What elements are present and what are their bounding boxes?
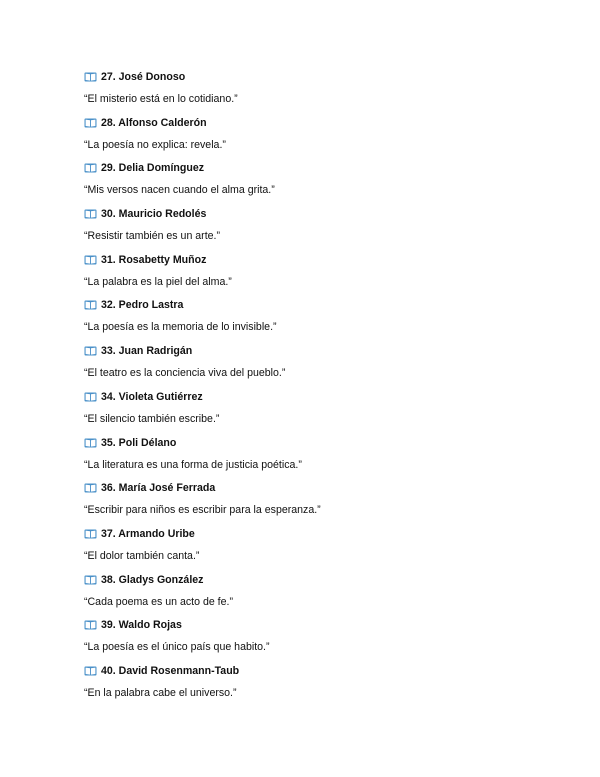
entry-title bbox=[84, 68, 185, 86]
entry-title bbox=[84, 342, 192, 360]
entry bbox=[84, 434, 564, 480]
entry bbox=[84, 571, 564, 617]
author-name: 40. David Rosenmann-Taub bbox=[101, 664, 240, 677]
entry bbox=[84, 662, 564, 708]
author-name: 35. Poli Délano bbox=[101, 436, 177, 449]
entry-title bbox=[84, 616, 182, 634]
entry bbox=[84, 205, 564, 251]
open-book-icon bbox=[84, 575, 97, 585]
author-name: 34. Violeta Gutiérrez bbox=[101, 390, 203, 403]
entry bbox=[84, 479, 564, 525]
entry bbox=[84, 296, 564, 342]
entry bbox=[84, 114, 564, 160]
open-book-icon bbox=[84, 163, 97, 173]
quote-text: “El teatro es la conciencia viva del pueblo.” bbox=[84, 367, 286, 380]
entry-title bbox=[84, 296, 183, 314]
open-book-icon bbox=[84, 72, 97, 82]
open-book-icon bbox=[84, 300, 97, 310]
author-name: 30. Mauricio Redolés bbox=[101, 208, 207, 221]
entry-title bbox=[84, 525, 195, 543]
open-book-icon bbox=[84, 255, 97, 265]
entry-title bbox=[84, 205, 206, 223]
open-book-icon bbox=[84, 392, 97, 402]
entry bbox=[84, 159, 564, 205]
open-book-icon bbox=[84, 209, 97, 219]
author-name: 27. José Donoso bbox=[101, 71, 186, 83]
quote-text: “La poesía no explica: revela.” bbox=[84, 138, 226, 151]
quote-text: “El misterio está en lo cotidiano.” bbox=[84, 93, 238, 105]
quote-text: “Escribir para niños es escribir para la esperanza.” bbox=[84, 504, 321, 517]
author-name: 37. Armando Uribe bbox=[101, 527, 195, 540]
entry-title bbox=[84, 434, 176, 452]
entry-title bbox=[84, 159, 204, 177]
entry-title bbox=[84, 388, 203, 406]
author-name: 28. Alfonso Calderón bbox=[101, 116, 207, 129]
quote-text: “Mis versos nacen cuando el alma grita.” bbox=[84, 184, 275, 197]
entry bbox=[84, 68, 564, 114]
quote-text: “Cada poema es un acto de fe.” bbox=[84, 595, 233, 608]
quote-text: “Resistir también es un arte.” bbox=[84, 230, 221, 243]
quote-text: “El silencio también escribe.” bbox=[84, 412, 220, 425]
open-book-icon bbox=[84, 118, 97, 128]
quote-text: “La poesía es el único país que habito.” bbox=[84, 641, 270, 654]
quote-text: “En la palabra cabe el universo.” bbox=[84, 686, 237, 699]
entry-title bbox=[84, 571, 203, 589]
author-name: 38. Gladys González bbox=[101, 573, 204, 586]
open-book-icon bbox=[84, 346, 97, 356]
entry-title bbox=[84, 479, 215, 497]
author-name: 33. Juan Radrigán bbox=[101, 345, 193, 358]
open-book-icon bbox=[84, 483, 97, 493]
entry bbox=[84, 251, 564, 297]
open-book-icon bbox=[84, 666, 97, 676]
quote-text: “El dolor también canta.” bbox=[84, 549, 200, 562]
author-name: 29. Delia Domínguez bbox=[101, 162, 205, 175]
entry bbox=[84, 616, 564, 662]
entry bbox=[84, 525, 564, 571]
open-book-icon bbox=[84, 529, 97, 539]
quote-text: “La palabra es la piel del alma.” bbox=[84, 275, 232, 288]
entry bbox=[84, 342, 564, 388]
entry-title bbox=[84, 662, 239, 680]
author-name: 36. María José Ferrada bbox=[101, 482, 216, 495]
entry-title bbox=[84, 114, 207, 132]
entry bbox=[84, 388, 564, 434]
quote-text: “La poesía es la memoria de lo invisible.” bbox=[84, 321, 277, 334]
entry-title bbox=[84, 251, 206, 269]
author-name: 32. Pedro Lastra bbox=[101, 299, 184, 312]
open-book-icon bbox=[84, 620, 97, 630]
author-name: 39. Waldo Rojas bbox=[101, 619, 182, 632]
author-name: 31. Rosabetty Muñoz bbox=[101, 253, 207, 266]
quote-text: “La literatura es una forma de justicia poética.” bbox=[84, 458, 302, 471]
open-book-icon bbox=[84, 438, 97, 448]
author-quote-list bbox=[84, 68, 564, 708]
